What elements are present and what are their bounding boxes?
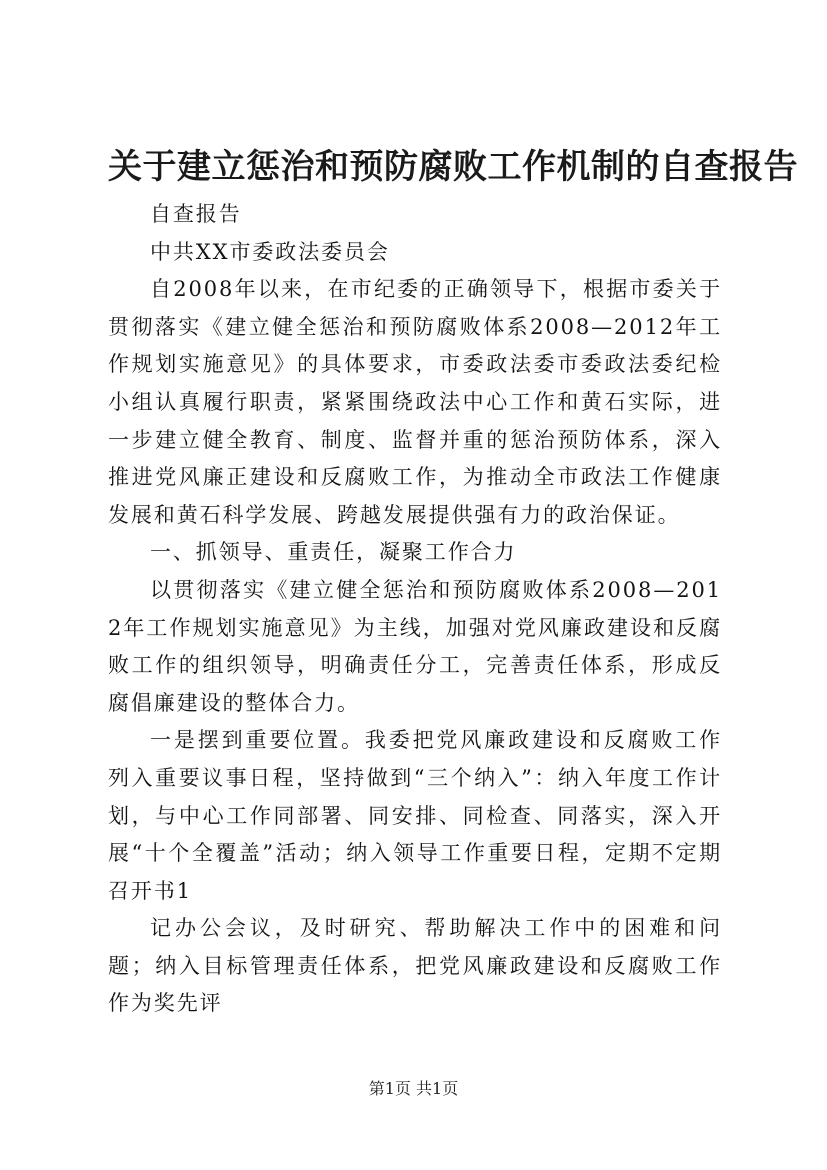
page-footer: 第1页 共1页: [368, 1079, 459, 1098]
paragraph-author: 中共XX市委政法委员会: [150, 239, 390, 264]
paragraph-point-1-cont: 记办公会议，及时研究、帮助解决工作中的困难和问题；纳入目标管理责任体系，把党风廉政建设和反腐败工作作为奖先评: [108, 916, 722, 1016]
section-heading-1: 一、抓领导、重责任，凝聚工作合力: [150, 540, 517, 565]
paragraph-report-label: 自查报告: [150, 202, 242, 226]
document-body: [108, 196, 722, 1023]
document-title: 关于建立惩治和预防腐败工作机制的自查报告: [108, 147, 798, 187]
paragraph-intro: 自2008年以来，在市纪委的正确领导下，根据市委关于贯彻落实《建立健全惩治和预防腐败体系2008—2012年工作规划实施意见》的具体要求，市委政法委市委政法委纪检小组认真履行职责，紧紧围绕政法中心工作和黄石实际，进一步建立健全教育、制度、监督并重的惩治预防体系，深入推进党风廉正建设和反腐败工作，为推动全市政法工作健康发展和黄石科学发展、跨越发展提供强有力的政治保证。: [108, 277, 722, 527]
paragraph-point-1: 一是摆到重要位置。我委把党风廉政建设和反腐败工作列入重要议事日程，坚持做到“三个纳入”：纳入年度工作计划，与中心工作同部署、同安排、同检查、同落实，深入开展“十个全覆盖”活动；纳入领导工作重要日程，定期不定期召开书1: [108, 728, 722, 903]
paragraph-section-1: 以贯彻落实《建立健全惩治和预防腐败体系2008—2012年工作规划实施意见》为主线，加强对党风廉政建设和反腐败工作的组织领导，明确责任分工，完善责任体系，形成反腐倡廉建设的整体合力。: [108, 577, 722, 715]
